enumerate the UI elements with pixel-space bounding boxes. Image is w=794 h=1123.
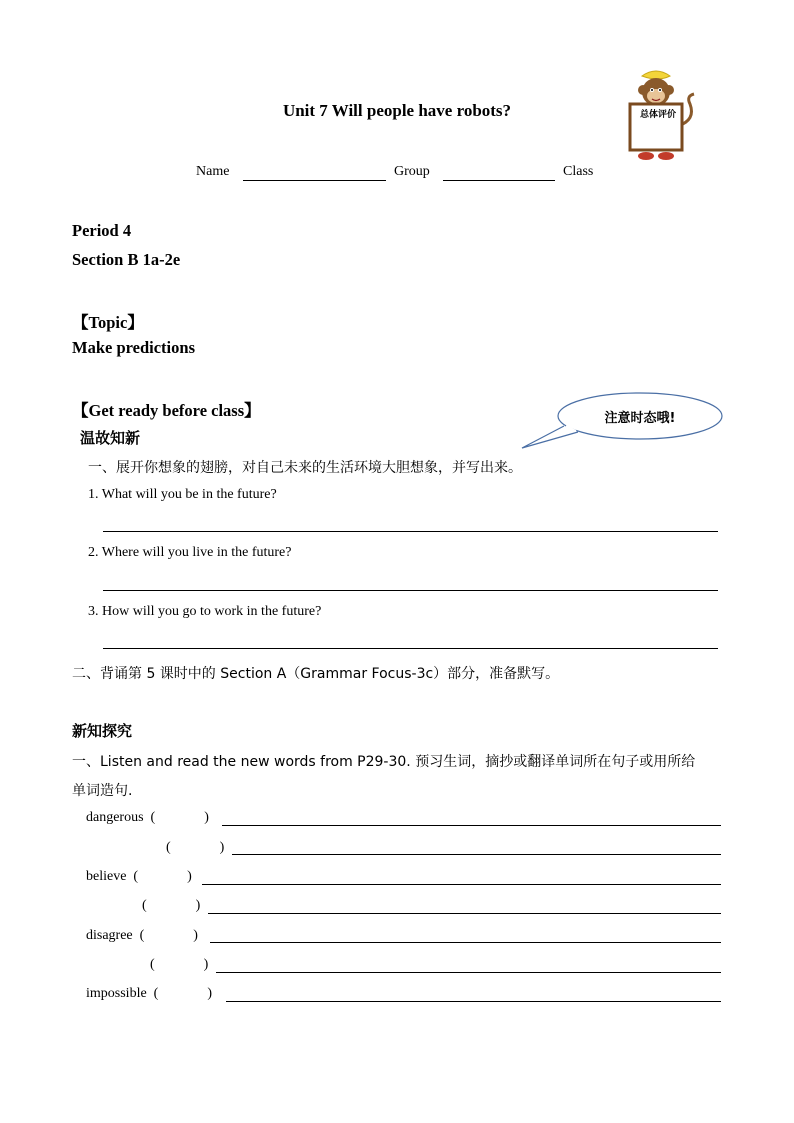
- period-label: Period 4: [72, 221, 132, 240]
- word-believe: believe ( ): [86, 869, 192, 884]
- word-blank-4: ( ): [142, 898, 201, 913]
- question-1: 1. What will you be in the future?: [88, 487, 277, 502]
- word-blank-2: ( ): [166, 840, 225, 855]
- speech-bubble: [520, 390, 724, 452]
- word-impossible: impossible ( ): [86, 986, 212, 1001]
- group-label: Group: [394, 164, 430, 179]
- word-line-7[interactable]: [226, 1001, 721, 1002]
- answer-line-2[interactable]: [103, 590, 718, 591]
- name-label: Name: [196, 164, 230, 179]
- answer-line-3[interactable]: [103, 648, 718, 649]
- name-blank[interactable]: [243, 180, 386, 181]
- word-blank-6: ( ): [150, 957, 209, 972]
- question-3: 3. How will you go to work in the future?: [88, 604, 322, 619]
- badge-label: 总体评价: [639, 110, 676, 120]
- new-heading: 新知探究: [72, 722, 133, 740]
- topic-heading: 【Topic】: [72, 313, 144, 332]
- topic-text: Make predictions: [72, 338, 195, 357]
- answer-line-1[interactable]: [103, 531, 718, 532]
- word-line-3[interactable]: [202, 884, 721, 885]
- page-title: Unit 7 Will people have robots?: [282, 101, 512, 120]
- group-blank[interactable]: [443, 180, 555, 181]
- word-line-1[interactable]: [222, 825, 721, 826]
- word-line-6[interactable]: [216, 972, 721, 973]
- new-task-line-2: 单词造句.: [72, 783, 133, 799]
- question-2: 2. Where will you live in the future?: [88, 545, 292, 560]
- word-line-2[interactable]: [232, 854, 721, 855]
- ready-heading: 【Get ready before class】: [72, 401, 261, 420]
- word-line-4[interactable]: [208, 913, 721, 914]
- review-heading: 温故知新: [80, 429, 141, 447]
- section-label: Section B 1a-2e: [72, 250, 181, 269]
- evaluation-badge: [612, 68, 704, 164]
- word-disagree: disagree ( ): [86, 928, 198, 943]
- task-1-text: 一、展开你想象的翅膀，对自己未来的生活环境大胆想象，并写出来。: [88, 460, 522, 476]
- word-dangerous: dangerous ( ): [86, 810, 209, 825]
- task-2-text: 二、背诵第 5 课时中的 Section A（Grammar Focus-3c）部分，准备默写。: [72, 666, 560, 682]
- bubble-text: 注意时态哦!: [604, 411, 676, 426]
- new-task-line-1: 一、Listen and read the new words from P29-30. 预习生词，摘抄或翻译单词所在句子或用所给: [72, 754, 696, 770]
- class-label: Class: [563, 164, 594, 179]
- word-line-5[interactable]: [210, 942, 721, 943]
